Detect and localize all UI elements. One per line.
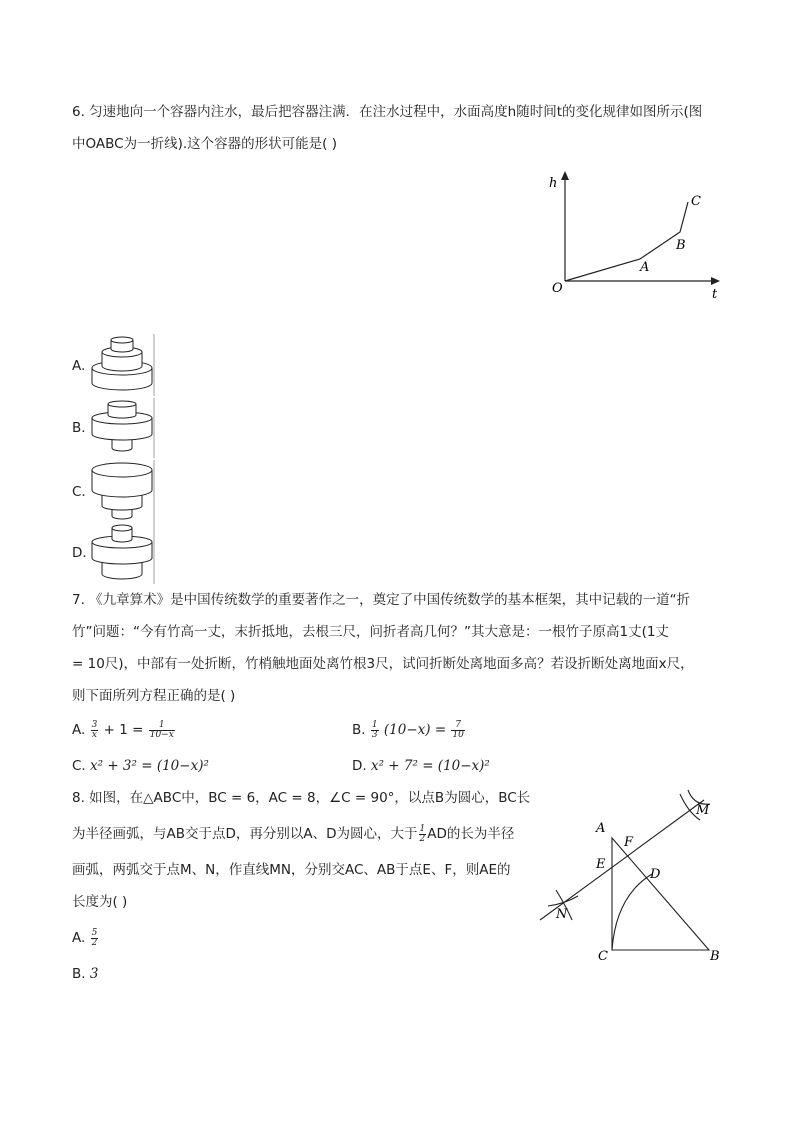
label-t: t — [712, 287, 718, 302]
q6-line1: 6. 匀速地向一个容器内注水，最后把容器注满．在注水过程中，水面高度h随时间t的变化规律如图所示(图 — [72, 104, 703, 120]
q7-line1: 7. 《九章算术》是中国传统数学的重要著作之一，奠定了中国传统数学的基本框架，其中记载的一道“折 — [72, 592, 691, 608]
fig-label-A: A — [596, 821, 606, 836]
q8-line3: 画弧，两弧交于点M、N，作直线MN，分别交AC、AB于点E、F，则AE的 — [72, 862, 511, 878]
fig-label-D: D — [650, 867, 661, 882]
q8-option-a: A. $\frac{5}{2}$ — [72, 927, 98, 948]
fig-label-E: E — [596, 857, 606, 872]
q8-line2: 为半径画弧，与AB交于点D，再分别以A、D为圆心，大于 $\frac{1}{2}$ AD的长为半径 — [72, 823, 515, 844]
q8-line4: 长度为( ) — [72, 894, 128, 910]
label-A: A — [640, 260, 650, 275]
q6-graph — [540, 168, 730, 303]
q6-option-a-label: A. — [72, 358, 86, 374]
h-axis-arrow — [561, 171, 569, 180]
container-a-shape — [88, 334, 156, 396]
q6-option-c-label: C. — [72, 484, 86, 500]
q7-option-a: A. $\frac{3}{x}$ + 1 = $\frac{1}{10-x}$ — [72, 719, 174, 740]
q8-option-b: B. 3 — [72, 966, 99, 982]
fig-label-B: B — [710, 949, 720, 964]
container-d-shape — [88, 522, 156, 584]
q7-option-d: D. x² + 7² = (10−x)² — [352, 758, 490, 774]
container-c-shape — [88, 460, 156, 522]
label-B: B — [676, 238, 686, 253]
label-C: C — [691, 194, 701, 209]
label-O: O — [552, 281, 563, 296]
t-axis-arrow — [711, 277, 720, 285]
triangle-ABC — [612, 838, 709, 950]
q7-line2: 竹”问题：“今有竹高一丈，末折抵地，去根三尺，问折者高几何？”其大意是：一根竹子原高1丈(1丈 — [72, 624, 669, 640]
q7-line3: = 10尺)，中部有一处折断，竹梢触地面处离竹根3尺，试问折断处离地面多高？若设折断处离地面x尺， — [72, 656, 694, 672]
polyline-OABC — [565, 202, 688, 281]
fig-label-F: F — [624, 835, 634, 850]
q8-triangle-figure — [532, 788, 732, 968]
q8-line1: 8. 如图，在△ABC中，BC = 6，AC = 8，∠C = 90°，以点B为圆心，BC长 — [72, 790, 531, 806]
container-b-shape — [88, 398, 156, 458]
q7-line4: 则下面所列方程正确的是( ) — [72, 688, 236, 704]
fig-label-M: M — [696, 803, 710, 818]
label-h: h — [549, 176, 558, 191]
arc-from-B — [612, 874, 652, 950]
q6-line2: 中OABC为一折线).这个容器的形状可能是( ) — [72, 136, 337, 152]
q7-option-c: C. x² + 3² = (10−x)² — [72, 758, 209, 774]
q6-option-b-label: B. — [72, 420, 86, 436]
q7-option-b: B. $\frac{1}{3}$ (10−x) = $\frac{7}{10}$ — [352, 719, 464, 740]
fig-label-C: C — [598, 949, 608, 964]
fig-label-N: N — [556, 907, 568, 922]
q6-option-d-label: D. — [72, 545, 87, 561]
